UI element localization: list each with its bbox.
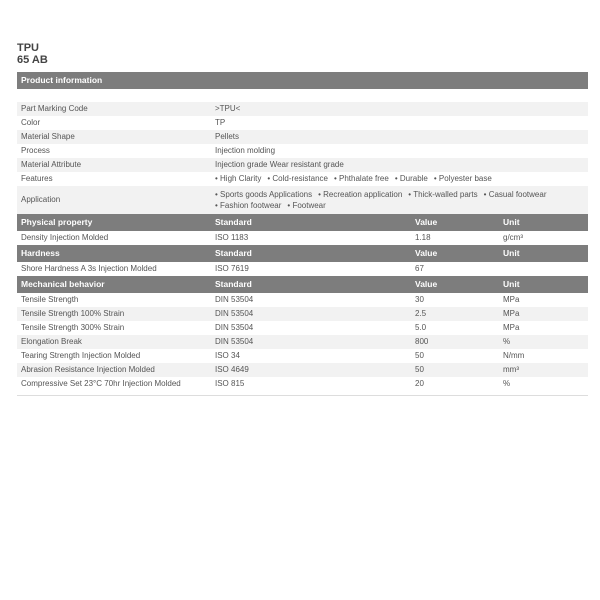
table-cell: DIN 53504 [215,309,254,318]
list-item: • Durable [395,174,428,183]
table-cell: ISO 1183 [215,233,249,242]
mechanical-behavior-section [17,276,588,391]
table-row [17,377,588,391]
table-cell: MPa [503,323,520,332]
product-info-table [17,102,588,172]
title-line-1: TPU [17,42,39,54]
hardness-header [17,245,588,262]
list-item: • Thick-walled parts [408,190,477,199]
product-info-row [17,116,588,130]
list-item: • Fashion footwear [215,201,281,210]
row-value: Injection molding [215,146,276,155]
table-cell: N/mm [503,351,525,360]
table-row [17,335,588,349]
list-item: • Cold-resistance [267,174,328,183]
table-cell: Tensile Strength [21,295,79,304]
table-cell: ISO 815 [215,379,245,388]
table-cell: mm³ [503,365,519,374]
row-value: Injection grade Wear resistant grade [215,160,344,169]
table-cell: Compressive Set 23°C 70hr Injection Molded [21,379,181,388]
table-cell: 5.0 [415,323,427,332]
table-cell: 67 [415,264,424,273]
physical-property-section [17,214,588,245]
column-header: Value [415,279,438,289]
column-header: Physical property [21,217,93,227]
table-cell: ISO 7619 [215,264,249,273]
table-row [17,231,588,245]
product-info-row [17,158,588,172]
table-cell: Abrasion Resistance Injection Molded [21,365,155,374]
column-header: Value [415,248,438,258]
product-title [17,42,48,66]
product-info-row [17,144,588,158]
list-item: • Phthalate free [334,174,389,183]
table-cell: % [503,337,511,346]
physical-header [17,214,588,231]
product-info-row [17,102,588,116]
column-header: Hardness [21,248,60,258]
table-cell: ISO 4649 [215,365,249,374]
features-list [215,172,498,186]
product-info-heading: Product information [21,75,103,85]
features-row [17,172,588,186]
table-row [17,363,588,377]
product-info-header [17,72,588,89]
column-header: Standard [215,279,252,289]
table-cell: g/cm³ [503,233,523,242]
row-label: Part Marking Code [21,104,88,113]
row-label: Material Shape [21,132,75,141]
hardness-section [17,245,588,276]
table-cell: DIN 53504 [215,323,254,332]
table-row [17,262,588,276]
table-cell: Density Injection Molded [21,233,109,242]
table-cell: 2.5 [415,309,427,318]
column-header: Standard [215,248,252,258]
datasheet [17,72,588,396]
list-item: • Casual footwear [484,190,547,199]
row-value: >TPU< [215,104,241,113]
table-cell: 50 [415,351,424,360]
column-header: Mechanical behavior [21,279,105,289]
table-cell: % [503,379,511,388]
column-header: Unit [503,279,520,289]
table-cell: DIN 53504 [215,337,254,346]
table-cell: Elongation Break [21,337,82,346]
list-item: • Recreation application [318,190,402,199]
table-cell: 20 [415,379,424,388]
row-value: Pellets [215,132,240,141]
list-item: • Polyester base [434,174,492,183]
list-item: • Footwear [287,201,325,210]
application-list [215,189,553,211]
table-cell: 30 [415,295,424,304]
table-row [17,307,588,321]
row-label: Material Attribute [21,160,82,169]
row-value: TP [215,118,226,127]
table-cell: 50 [415,365,424,374]
list-item: • High Clarity [215,174,261,183]
table-cell: Shore Hardness A 3s Injection Molded [21,264,157,273]
table-cell: Tearing Strength Injection Molded [21,351,141,360]
application-row [17,186,588,214]
bottom-divider [17,395,588,396]
features-label: Features [21,174,53,183]
list-item: • Sports goods Applications [215,190,312,199]
product-info-row [17,130,588,144]
table-row [17,349,588,363]
application-label: Application [21,195,61,204]
application-line-2 [215,200,553,211]
column-header: Value [415,217,438,227]
table-row [17,321,588,335]
column-header: Unit [503,217,520,227]
table-cell: Tensile Strength 300% Strain [21,323,125,332]
table-cell: MPa [503,295,520,304]
table-cell: 1.18 [415,233,431,242]
application-line-1 [215,189,553,200]
table-row [17,293,588,307]
row-label: Color [21,118,41,127]
column-header: Standard [215,217,252,227]
row-label: Process [21,146,50,155]
table-cell: Tensile Strength 100% Strain [21,309,125,318]
table-cell: 800 [415,337,429,346]
table-cell: MPa [503,309,520,318]
column-header: Unit [503,248,520,258]
table-cell: ISO 34 [215,351,240,360]
table-cell: DIN 53504 [215,295,254,304]
title-line-2: 65 AB [17,54,48,66]
mechanical-header [17,276,588,293]
